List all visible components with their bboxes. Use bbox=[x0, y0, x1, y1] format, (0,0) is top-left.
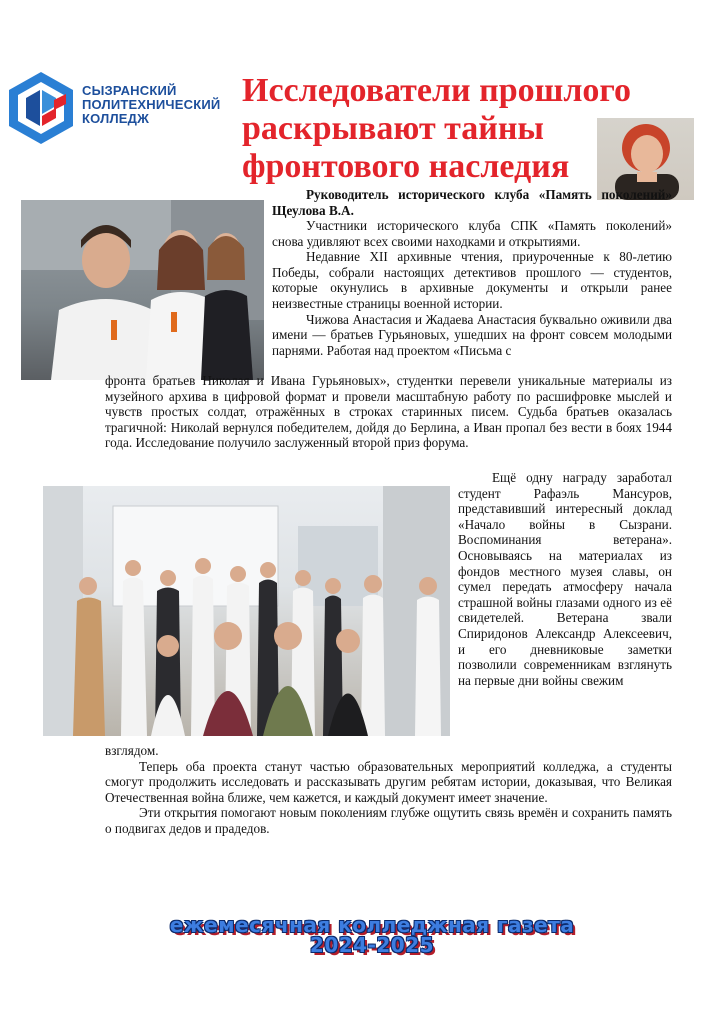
paragraph-3-end: фронта братьев Николая и Ивана Гурьяновых», студентки перевели уникальные материалы из музейного архива в цифровой формат и провели масштабную работу по расшифровке мыслей и чувств простых солдат, отражённых в строках старинных писем. Судьба братьев оказалась трагичной: Николай вернулся победителем, дойдя до Берлина, а Иван пропал без вести в боях 1944 года. Исследование получило заслуженный второй приз форума. bbox=[105, 373, 672, 451]
article-title: Исследователи прошлого раскрывают тайны фронтового наследия bbox=[242, 72, 632, 185]
paragraph-4-end: взглядом. bbox=[105, 743, 159, 758]
club-leader-caption bbox=[272, 187, 672, 218]
paragraph-2: Недавние XII архивные чтения, приуроченные к 80-летию Победы, собрали настоящих детективов прошлого — студентов, которые окунулись в архивные документы и открыли ранее неизвестные страницы военной истории. bbox=[272, 249, 672, 311]
paragraph-1: Участники исторического клуба СПК «Память поколений» снова удивляют всех своими находками и открытиями. bbox=[272, 218, 672, 249]
article-column-2 bbox=[458, 470, 672, 688]
group-photo bbox=[43, 486, 450, 736]
college-emblem-icon bbox=[6, 70, 76, 146]
paragraph-4: Ещё одну награду заработал студент Рафаэль Мансуров, представивший интересный доклад «Начало войны в Сызрани. Воспоминания ветерана». Основываясь на материалах из фондов местного музея славы, он сумел передать атмосферу начала страшной войны глазами одного из её свидетелей. Ветерана звали Спиридонов Александр Алексеевич, и его дневниковые заметки позволили современникам взглянуть на первые дни войны свежим bbox=[458, 470, 672, 688]
college-name-line-2: ПОЛИТЕХНИЧЕСКИЙ bbox=[82, 97, 221, 112]
college-logo bbox=[6, 70, 236, 146]
college-name-line-3: КОЛЛЕДЖ bbox=[82, 111, 150, 126]
paragraph-6: Эти открытия помогают новым поколениям глубже ощутить связь времён и сохранить память о подвигах дедов и прадедов. bbox=[105, 805, 672, 836]
article-full-width-2 bbox=[105, 743, 672, 837]
students-photo bbox=[21, 200, 264, 380]
newspaper-footer bbox=[110, 915, 634, 955]
paragraph-5: Теперь оба проекта станут частью образовательных мероприятий колледжа, а студенты смогут продолжить исследовать и рассказывать другим ребятам истории, доказывая, что Великая Отечественная война ближе, чем кажется, и каждый документ имеет значение. bbox=[105, 758, 672, 805]
article-column-1 bbox=[272, 218, 672, 358]
college-name bbox=[82, 84, 220, 126]
college-name-line-1: СЫЗРАНСКИЙ bbox=[82, 83, 177, 98]
paragraph-3-start: Чижова Анастасия и Жадаева Анастасия буквально оживили два имени — братьев Гурьяновых, ушедших на фронт совсем молодыми парнями. Работая над проектом «Письма с bbox=[272, 311, 672, 358]
leader-name: Руководитель исторического клуба «Память поколений» Щеулова В.А. bbox=[272, 187, 672, 218]
article-full-width-1 bbox=[105, 373, 672, 451]
footer-title: ежемесячная колледжная газета bbox=[169, 913, 575, 937]
footer-year: 2024-2025 bbox=[309, 933, 435, 957]
